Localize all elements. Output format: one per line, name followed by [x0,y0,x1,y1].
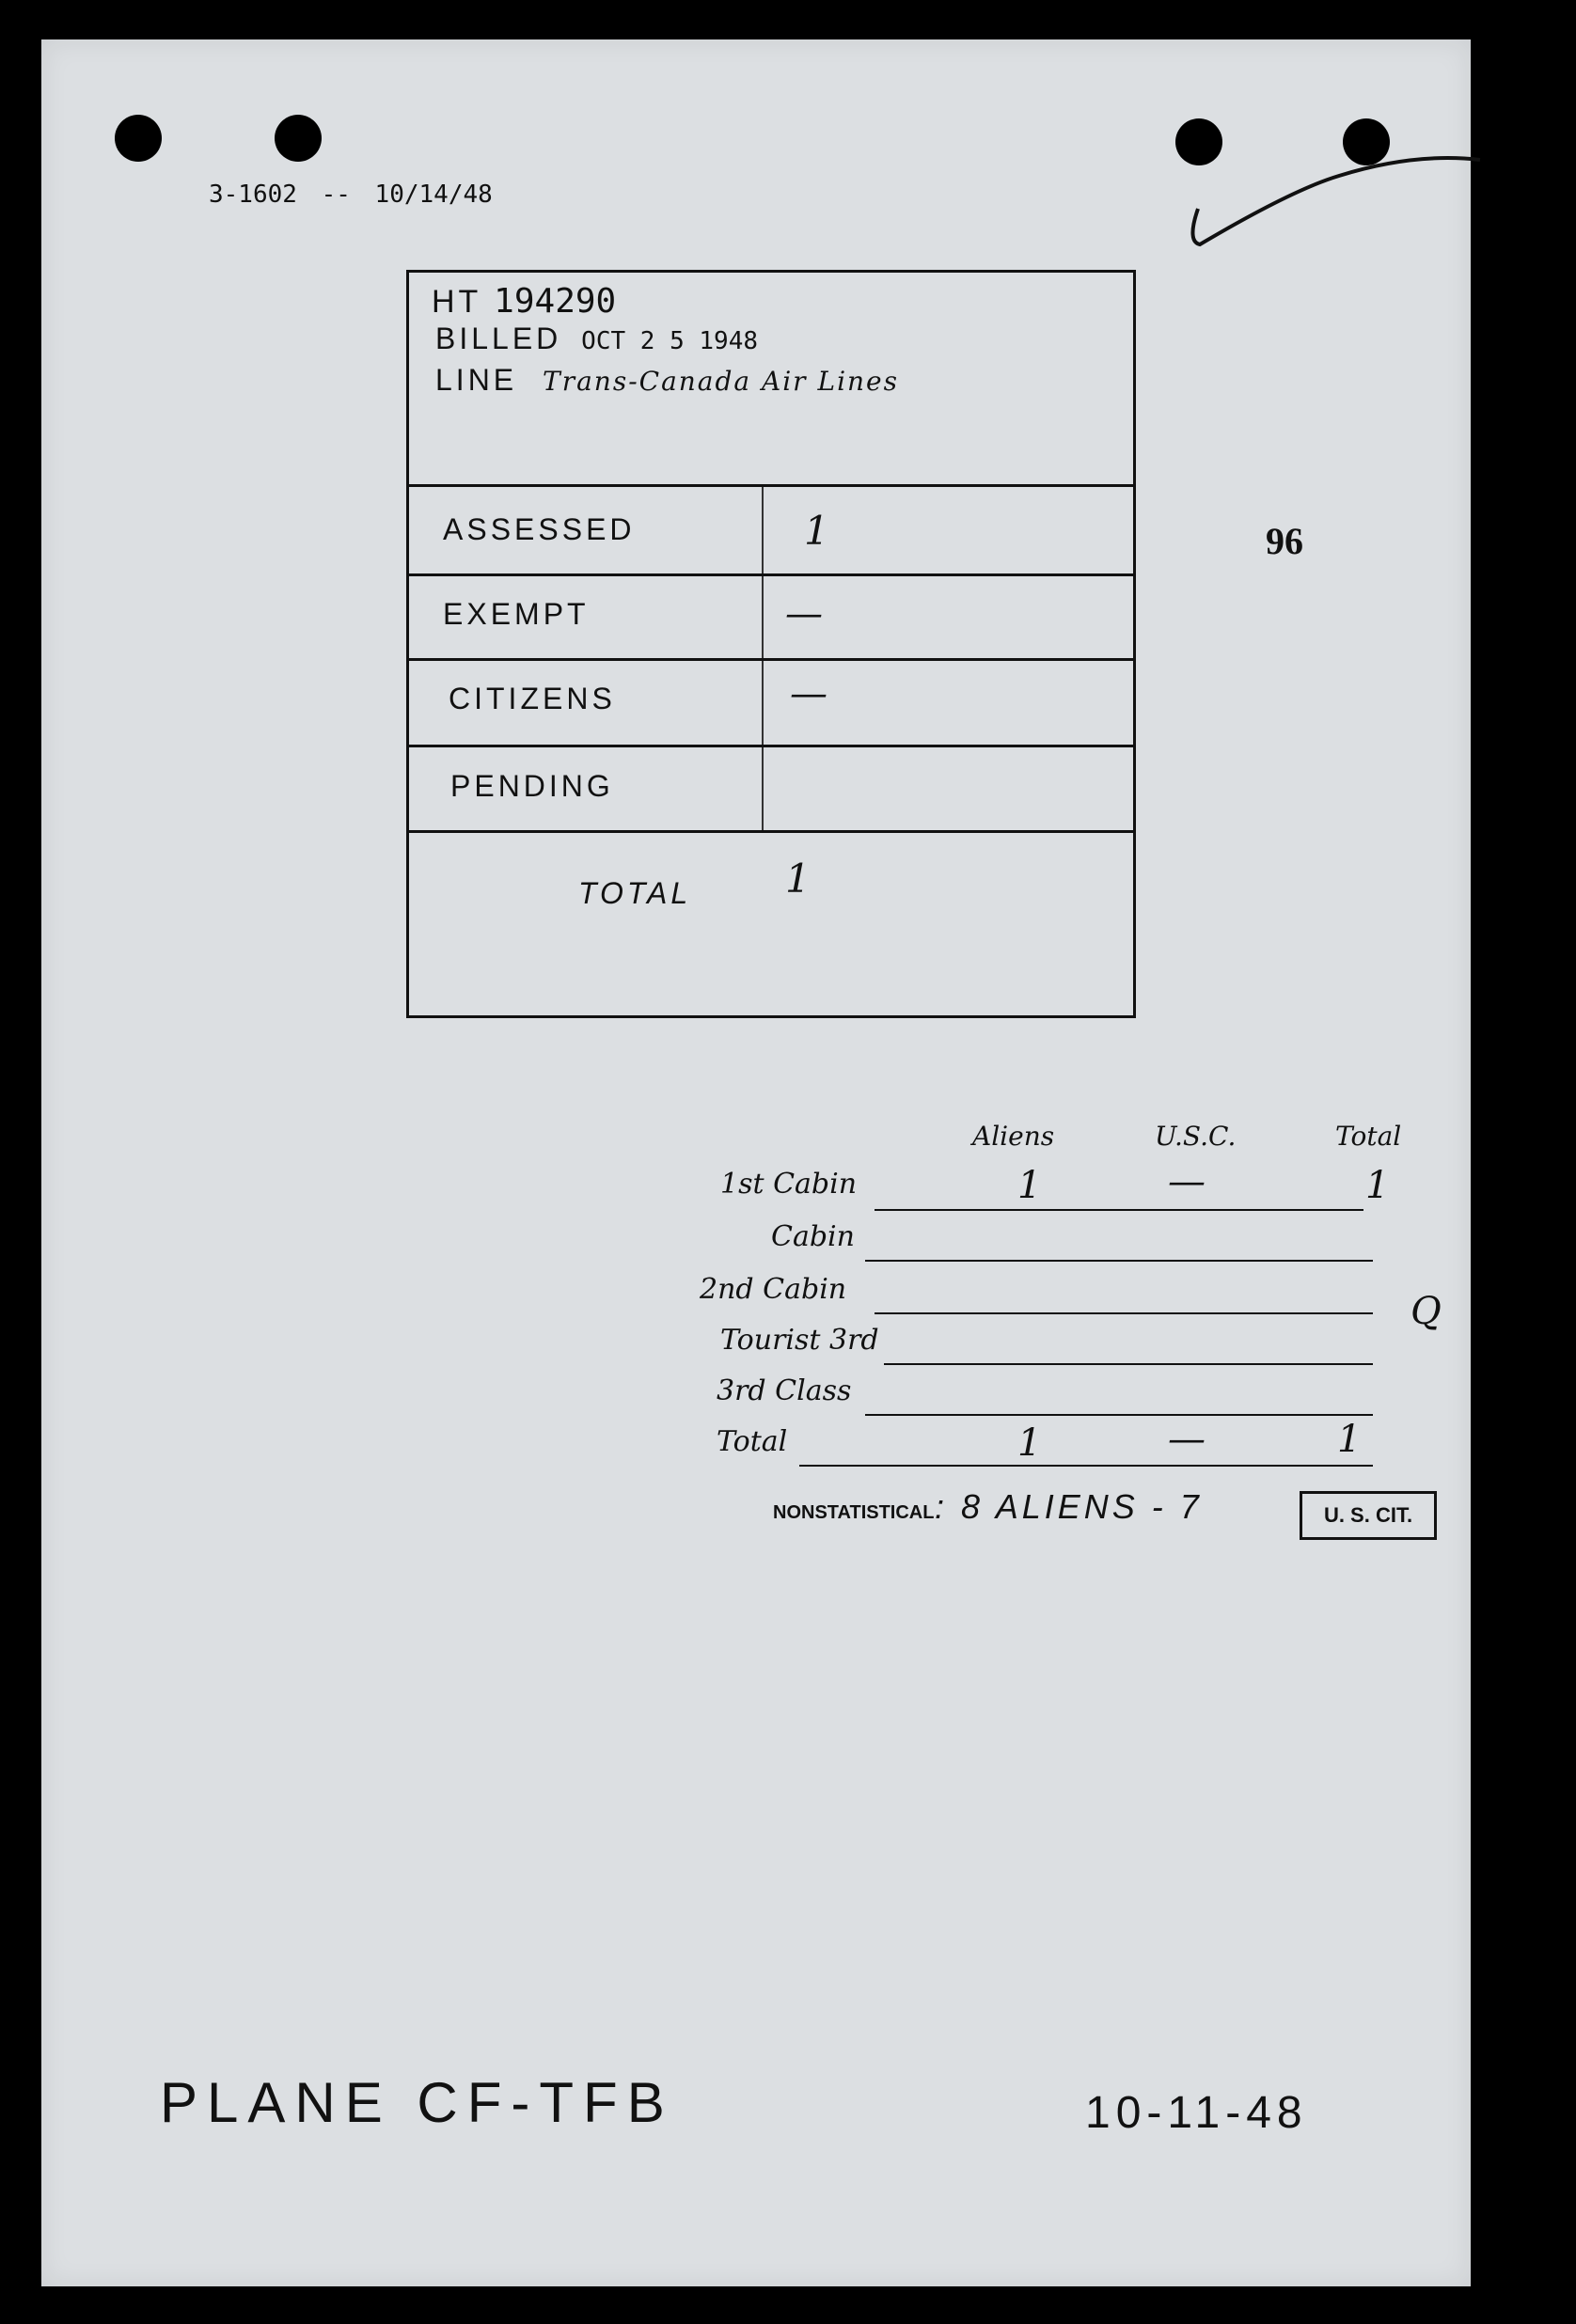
punch-hole [275,115,322,162]
class-row-label: 1st Cabin [720,1168,858,1201]
row-rule [865,1414,1373,1416]
line-value: Trans-Canada Air Lines [543,366,899,397]
row-label-citizens: CITIZENS [449,682,616,715]
page-number: 96 [1266,520,1303,562]
class-row-label: Cabin [771,1220,855,1253]
column-header-aliens: Aliens [972,1121,1055,1152]
file-ref-number: 3-1602 [209,181,297,209]
nonstatistical-value: : 8 ALIENS - 7 [935,1487,1203,1526]
row-rule [799,1465,1373,1467]
ht-label: HT [432,284,481,320]
box-divider [409,484,1133,487]
billed-date-stamp: OCT 2 5 1948 [581,327,759,355]
line-label: LINE [435,363,518,397]
check-mark-icon [1179,124,1518,293]
plane-identifier: PLANE CF-TFB [160,2071,674,2134]
row-value-exempt: — [785,592,823,636]
row-rule [884,1363,1373,1365]
line-row [435,363,899,398]
us-citizen-stamp: U. S. CIT. [1300,1491,1437,1540]
class-row-usc: — [1168,1418,1206,1461]
column-header-total: Total [1335,1121,1402,1152]
row-label-pending: PENDING [450,769,614,803]
class-row-aliens: 1 [1017,1421,1042,1465]
margin-mark: Q [1411,1290,1442,1333]
box-divider [409,745,1133,747]
total-value: 1 [785,856,811,902]
row-value-citizens: — [790,672,827,715]
class-row-total: 1 [1365,1164,1390,1207]
class-row-label: 2nd Cabin [700,1273,847,1306]
row-label-assessed: ASSESSED [443,512,636,546]
file-ref-dash: -- [321,181,351,209]
manifest-summary-box [406,270,1136,1018]
class-row-label: Tourist 3rd [720,1324,879,1357]
billed-label: BILLED [435,322,562,355]
row-rule [875,1209,1363,1211]
class-row-aliens: 1 [1017,1164,1042,1207]
row-value-assessed: 1 [804,508,829,554]
column-header-usc: U.S.C. [1155,1121,1237,1152]
ht-row [432,282,616,321]
row-label-exempt: EXEMPT [443,597,590,631]
row-rule [865,1260,1373,1262]
nonstatistical-label: NONSTATISTICAL [773,1502,935,1523]
ht-number: 194290 [494,282,617,321]
class-row-label: Total [717,1425,788,1458]
footer-date: 10-11-48 [1085,2088,1308,2138]
class-row-total: 1 [1337,1418,1362,1461]
box-divider [409,573,1133,576]
file-ref-date: 10/14/48 [374,181,493,209]
class-row-usc: — [1168,1160,1206,1203]
billed-row [435,322,758,356]
punch-hole [115,115,162,162]
class-row-label: 3rd Class [717,1374,852,1407]
box-divider [409,658,1133,661]
document-page [41,39,1471,2286]
row-rule [875,1312,1373,1314]
total-label: TOTAL [578,876,692,910]
file-reference [209,181,493,209]
box-divider [409,830,1133,833]
